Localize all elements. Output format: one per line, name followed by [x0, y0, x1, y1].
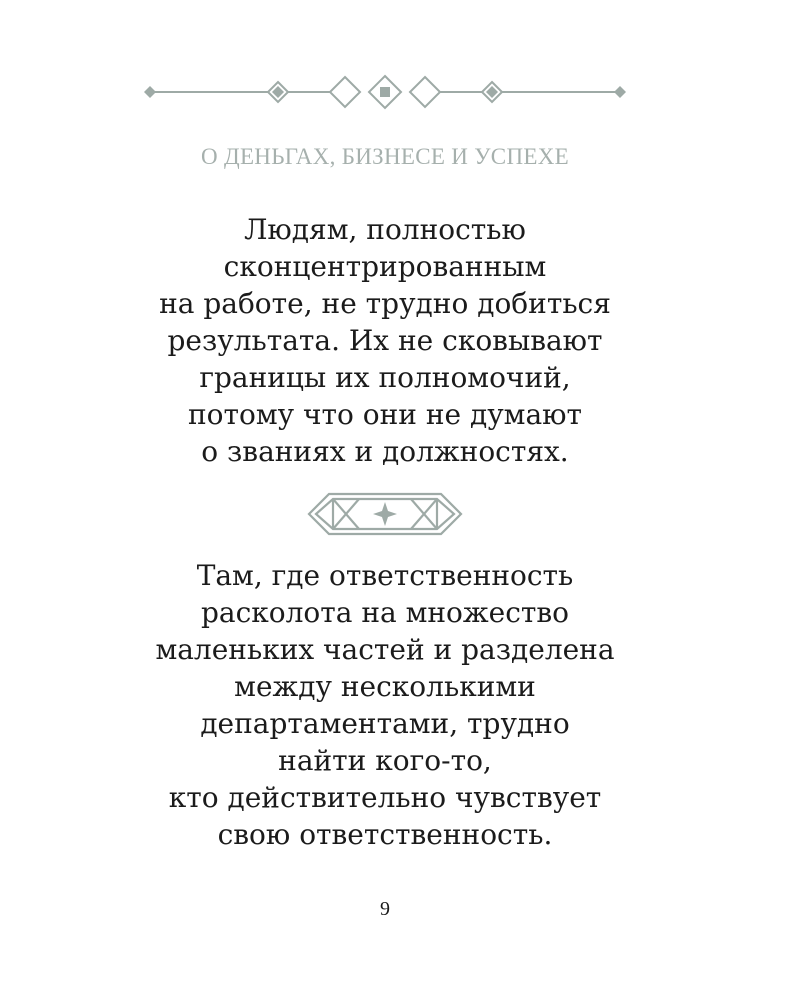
text-line: между несколькими [234, 670, 536, 703]
quote-paragraph-1 [0, 211, 770, 470]
section-title: О ДЕНЬГАХ, БИЗНЕСЕ И УСПЕХЕ [201, 144, 569, 169]
text-line: сконцентрированным [223, 250, 547, 283]
text-line: кто действительно чувствует [168, 781, 602, 814]
text-line: о званиях и должностях. [201, 435, 569, 468]
text-line: департаментами, трудно [200, 707, 570, 740]
text-line: границы их полномочий, [199, 361, 571, 394]
text-line: расколота на множество [200, 596, 570, 629]
text-line: Там, где ответственность [196, 559, 574, 592]
text-line: на работе, не трудно добиться [159, 287, 611, 320]
text-line: найти кого-то, [278, 744, 492, 777]
text-line: результата. Их не сковывают [167, 324, 603, 357]
divider-ornament-icon [307, 491, 463, 537]
text-line: свою ответственность. [217, 818, 553, 851]
text-line: потому что они не думают [187, 398, 583, 431]
text-line: маленьких частей и разделена [155, 633, 615, 666]
text-line: Людям, полностью [244, 213, 526, 246]
page-number: 9 [380, 898, 390, 920]
quote-paragraph-2 [0, 557, 770, 853]
top-ornament-icon [140, 72, 630, 112]
